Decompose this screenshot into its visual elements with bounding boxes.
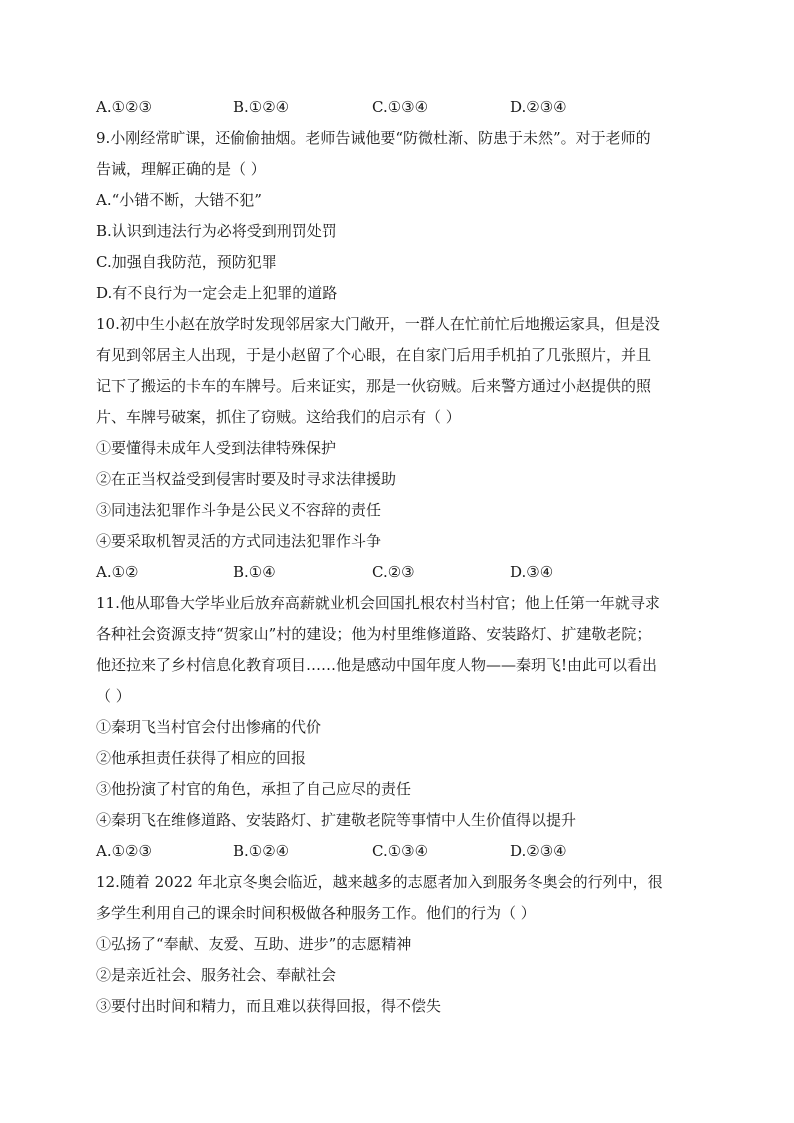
q11-options: [96, 841, 706, 861]
q10-options: [96, 562, 706, 582]
q10-statement-4: ④要采取机智灵活的方式同违法犯罪作斗争: [96, 532, 382, 550]
option-c[interactable]: C.①③④: [372, 842, 429, 860]
option-b[interactable]: B.①②④: [233, 842, 290, 860]
q10-stem-line-3: 记下了搬运的卡车的车牌号。后来证实，那是一伙窃贼。后来警方通过小赵提供的照: [96, 377, 652, 395]
q11-stem-line-4: （ ）: [96, 687, 131, 705]
q11-stem-line-1: 11.他从耶鲁大学毕业后放弃高薪就业机会回国扎根农村当村官；他上任第一年就寻求: [96, 594, 660, 612]
q9-option-d[interactable]: D.有不良行为一定会走上犯罪的道路: [96, 284, 338, 302]
q10-statement-2: ②在正当权益受到侵害时要及时寻求法律援助: [96, 470, 397, 488]
q11-stem-line-2: 各种社会资源支持“贺家山”村的建设；他为村里维修道路、安装路灯、扩建敬老院；: [96, 625, 652, 643]
option-b[interactable]: B.①②④: [233, 98, 290, 116]
q11-statement-2: ②他承担责任获得了相应的回报: [96, 749, 307, 767]
option-b[interactable]: B.①④: [233, 563, 276, 581]
q11-stem-line-3: 他还拉来了乡村信息化教育项目……他是感动中国年度人物——秦玥飞!由此可以看出: [96, 656, 658, 674]
option-a[interactable]: A.①②: [96, 563, 139, 581]
q11-statement-3: ③他扮演了村官的角色，承担了自己应尽的责任: [96, 780, 412, 798]
option-d[interactable]: D.②③④: [510, 98, 567, 116]
q9-option-b[interactable]: B.认识到违法行为必将受到刑罚处罚: [96, 222, 337, 240]
q12-stem-line-1: 12.随着 2022 年北京冬奥会临近，越来越多的志愿者加入到服务冬奥会的行列中，很: [96, 873, 663, 891]
q12-statement-2: ②是亲近社会、服务社会、奉献社会: [96, 966, 337, 984]
q10-statement-1: ①要懂得未成年人受到法律特殊保护: [96, 439, 337, 457]
q9-stem-line-1: 9.小刚经常旷课，还偷偷抽烟。老师告诫他要“防微杜渐、防患于未然”。对于老师的: [96, 129, 651, 147]
q11-statement-1: ①秦玥飞当村官会付出惨痛的代价: [96, 718, 322, 736]
option-c[interactable]: C.②③: [372, 563, 415, 581]
q12-statement-1: ①弘扬了“奉献、友爱、互助、进步”的志愿精神: [96, 935, 412, 953]
q10-stem-line-2: 有见到邻居主人出现，于是小赵留了个心眼，在自家门后用手机拍了几张照片，并且: [96, 346, 652, 364]
option-a[interactable]: A.①②③: [96, 842, 152, 860]
q10-stem-line-4: 片、车牌号破案，抓住了窃贼。这给我们的启示有（ ）: [96, 408, 461, 426]
q9-option-a[interactable]: A.“小错不断，大错不犯”: [96, 191, 262, 209]
q10-stem-line-1: 10.初中生小赵在放学时发现邻居家大门敞开，一群人在忙前忙后地搬运家具，但是没: [96, 315, 660, 333]
q11-statement-4: ④秦玥飞在维修道路、安装路灯、扩建敬老院等事情中人生价值得以提升: [96, 811, 577, 829]
option-d[interactable]: D.②③④: [510, 842, 567, 860]
q9-stem-line-2: 告诫，理解正确的是（ ）: [96, 160, 266, 178]
q12-statement-3: ③要付出时间和精力，而且难以获得回报，得不偿失: [96, 997, 442, 1015]
q12-stem-line-2: 多学生利用自己的课余时间积极做各种服务工作。他们的行为（ ）: [96, 904, 536, 922]
option-c[interactable]: C.①③④: [372, 98, 429, 116]
option-a[interactable]: A.①②③: [96, 98, 152, 116]
option-d[interactable]: D.③④: [510, 563, 554, 581]
q9-option-c[interactable]: C.加强自我防范，预防犯罪: [96, 253, 277, 271]
q10-statement-3: ③同违法犯罪作斗争是公民义不容辞的责任: [96, 501, 382, 519]
q8-options: [96, 97, 706, 117]
